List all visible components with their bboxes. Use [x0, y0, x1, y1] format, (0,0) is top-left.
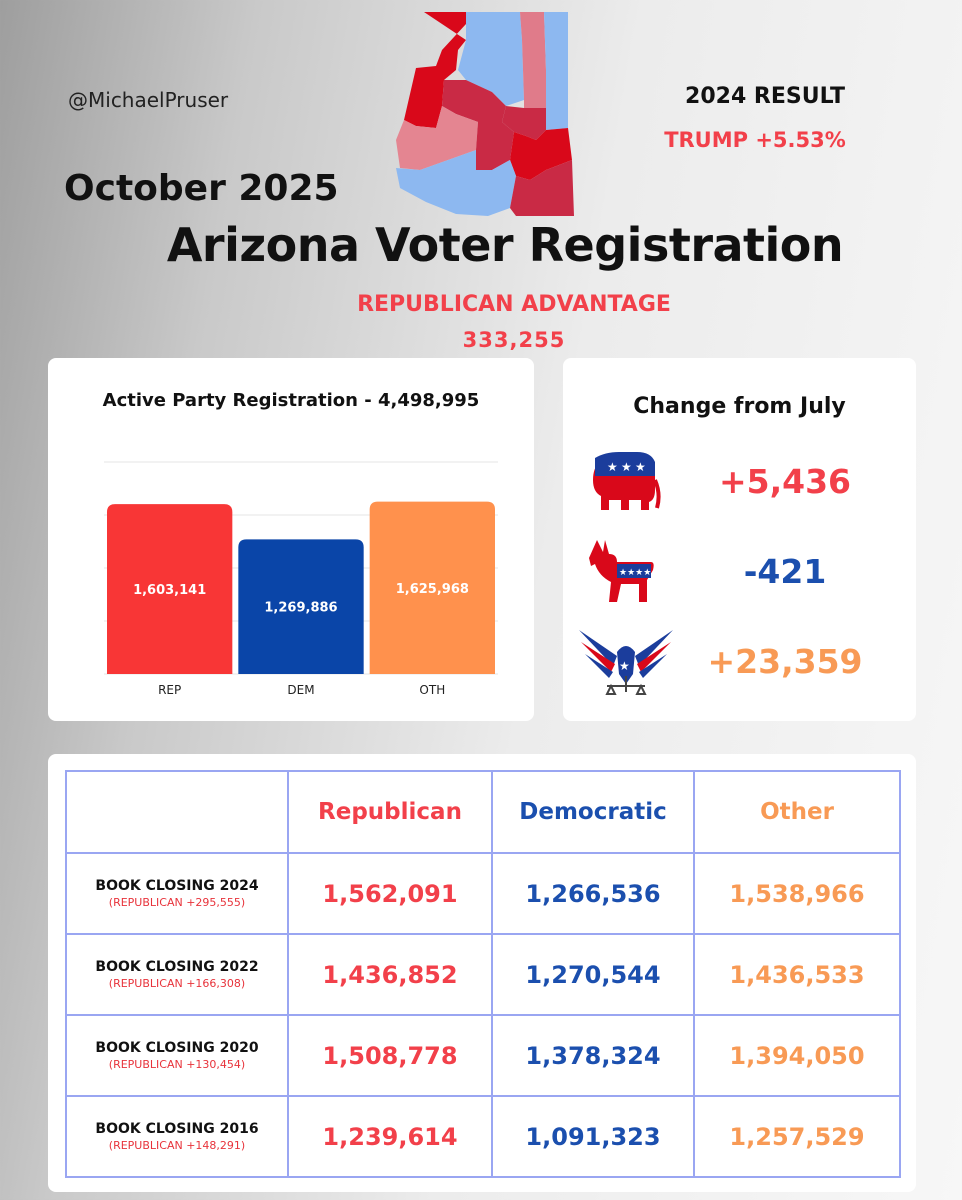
democrat-donkey-icon — [587, 538, 657, 606]
header-republican: Republican — [288, 771, 492, 853]
header-blank — [66, 771, 288, 853]
result-value: TRUMP +5.53% — [664, 128, 846, 152]
advantage-value: 333,255 — [462, 328, 566, 352]
svg-text:★: ★ — [621, 460, 632, 474]
map-county — [520, 12, 546, 108]
row-label: BOOK CLOSING 2022 — [95, 959, 259, 975]
x-tick-label: OTH — [419, 683, 446, 697]
map-county — [544, 12, 568, 130]
row-margin: (REPUBLICAN +166,308) — [108, 977, 246, 990]
bar-value-label: 1,269,886 — [264, 600, 338, 616]
independent-eagle-icon — [577, 626, 675, 698]
row-label-cell — [66, 853, 288, 934]
cell-democratic: 1,091,323 — [492, 1096, 694, 1177]
row-label-cell — [66, 1096, 288, 1177]
book-closing-table-card — [48, 754, 916, 1192]
row-label: BOOK CLOSING 2020 — [95, 1040, 259, 1056]
row-margin: (REPUBLICAN +130,454) — [108, 1058, 246, 1071]
header-other: Other — [694, 771, 900, 853]
cell-other: 1,538,966 — [694, 853, 900, 934]
row-label: BOOK CLOSING 2024 — [95, 878, 259, 894]
table-header-row — [66, 771, 900, 853]
row-label-cell — [66, 1015, 288, 1096]
row-margin: (REPUBLICAN +295,555) — [108, 896, 246, 909]
cell-democratic: 1,378,324 — [492, 1015, 694, 1096]
change-oth-value: +23,359 — [707, 642, 863, 681]
change-dem-value: -421 — [743, 552, 827, 591]
svg-text:★: ★ — [619, 659, 630, 673]
cell-other: 1,257,529 — [694, 1096, 900, 1177]
change-rep-value: +5,436 — [718, 462, 852, 501]
table-row — [66, 1015, 900, 1096]
cell-republican: 1,436,852 — [288, 934, 492, 1015]
x-tick-label: DEM — [287, 683, 315, 697]
chart-title: Active Party Registration - 4,498,995 — [102, 390, 480, 411]
bar-value-label: 1,603,141 — [133, 583, 207, 599]
cell-democratic: 1,270,544 — [492, 934, 694, 1015]
cell-democratic: 1,266,536 — [492, 853, 694, 934]
registration-chart-card — [48, 358, 534, 721]
change-title: Change from July — [633, 394, 846, 419]
table-row — [66, 853, 900, 934]
bar-value-label: 1,625,968 — [395, 581, 469, 597]
page-title: Arizona Voter Registration — [166, 218, 844, 272]
header-democratic: Democratic — [492, 771, 694, 853]
arizona-county-map — [396, 10, 576, 218]
table-row — [66, 1096, 900, 1177]
result-label: 2024 RESULT — [685, 84, 845, 109]
change-card — [563, 358, 916, 721]
cell-republican: 1,562,091 — [288, 853, 492, 934]
date-heading: October 2025 — [64, 168, 339, 209]
author-handle: @MichaelPruser — [68, 88, 229, 112]
row-label: BOOK CLOSING 2016 — [95, 1121, 259, 1137]
row-label-cell — [66, 934, 288, 1015]
x-tick-label: REP — [158, 683, 182, 697]
advantage-label: REPUBLICAN ADVANTAGE — [357, 292, 671, 317]
cell-other: 1,436,533 — [694, 934, 900, 1015]
cell-republican: 1,239,614 — [288, 1096, 492, 1177]
cell-other: 1,394,050 — [694, 1015, 900, 1096]
table-row — [66, 934, 900, 1015]
svg-text:★★★★: ★★★★ — [619, 568, 652, 578]
bar-chart — [48, 358, 534, 721]
svg-text:★: ★ — [635, 460, 646, 474]
book-closing-table — [65, 770, 901, 1178]
svg-text:★: ★ — [607, 460, 618, 474]
row-margin: (REPUBLICAN +148,291) — [108, 1139, 246, 1152]
republican-elephant-icon — [585, 450, 661, 514]
cell-republican: 1,508,778 — [288, 1015, 492, 1096]
